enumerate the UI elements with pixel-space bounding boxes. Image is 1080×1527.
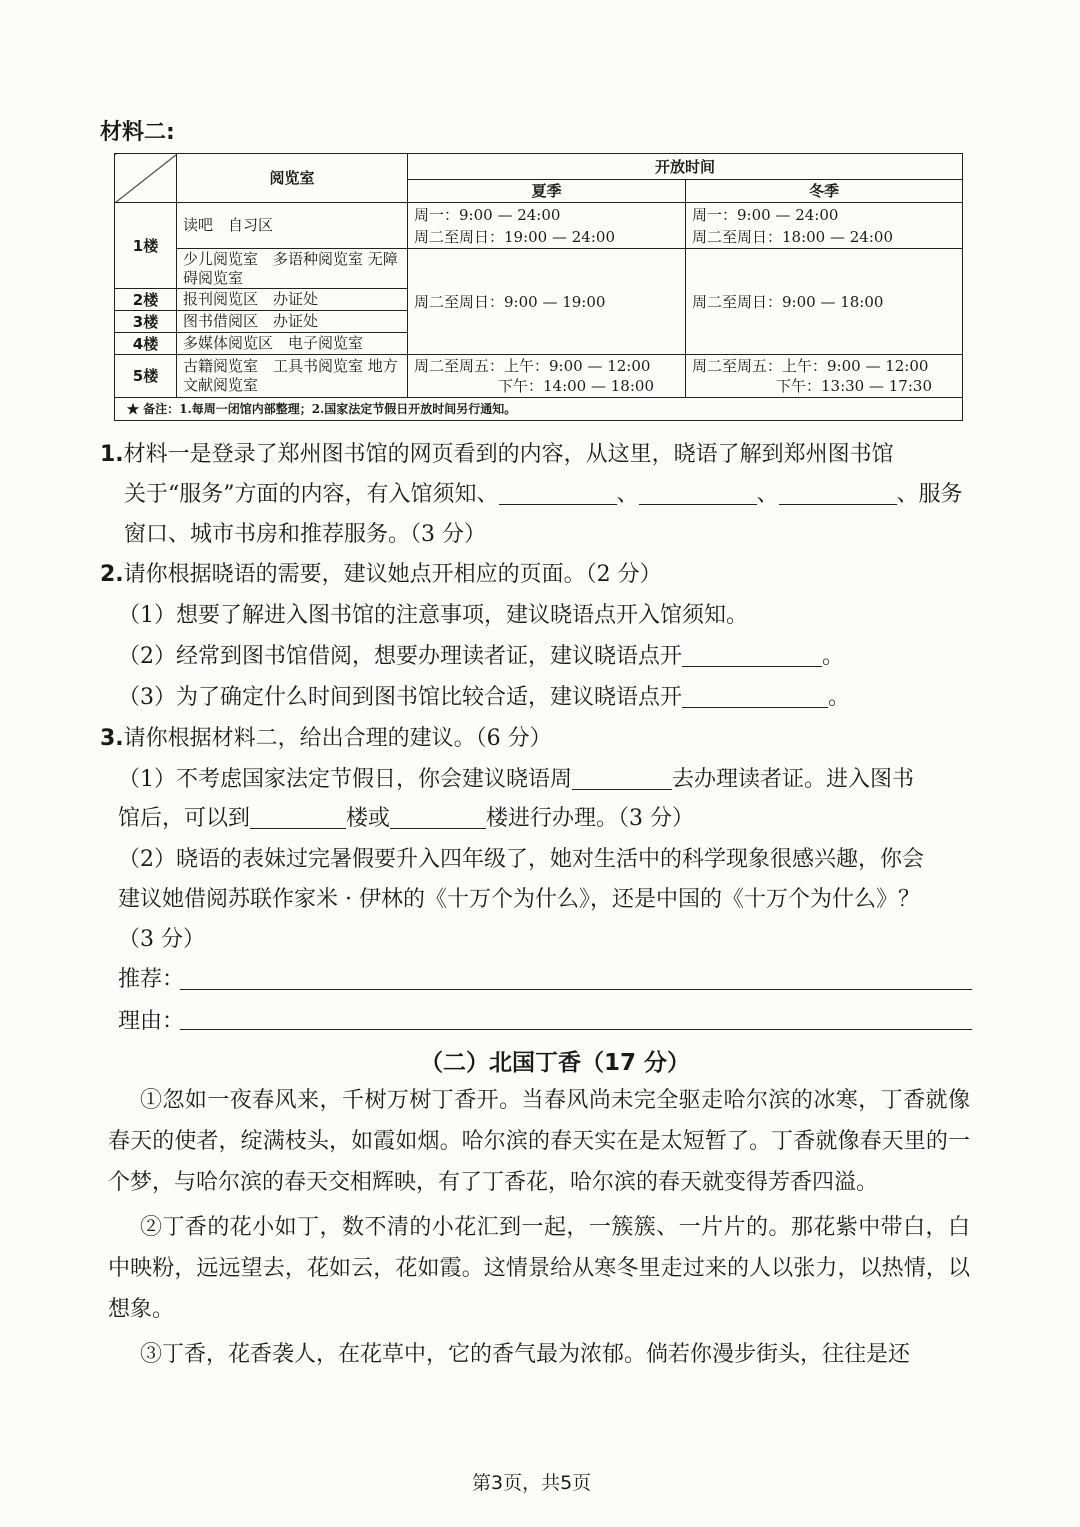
question-1-line-1 <box>100 437 894 468</box>
time-line: 周二至周日：18:00 — 24:00 <box>692 227 893 246</box>
question-text: 请你根据材料二，给出合理的建议。（6 分） <box>123 726 552 751</box>
reason-label: 理由： <box>118 1009 185 1034</box>
question-3-sub-2-line-2: 建议她借阅苏联作家米 · 伊林的《十万个为什么》，还是中国的《十万个为什么》？ <box>118 887 920 912</box>
recommend-label: 推荐： <box>118 967 185 992</box>
page-footer: 第3页，共5页 <box>472 1472 592 1494</box>
room-f1a: 读吧 自习区 <box>177 203 408 249</box>
question-text: 关于“服务”方面的内容，有入馆须知、 <box>124 482 499 507</box>
question-3-sub-1-line-1 <box>118 762 914 793</box>
answer-blank-6[interactable] <box>572 767 672 790</box>
question-text: 馆后，可以到 <box>118 806 251 831</box>
question-1-line-2 <box>124 477 963 508</box>
question-text: 材料一是登录了郑州图书馆的网页看到的内容，从这里，晓语了解到郑州图书馆 <box>123 442 894 467</box>
question-3-sub-2-line-1: （2）晓语的表妹过完暑假要升入四年级了，她对生活中的科学现象很感兴趣，你会 <box>118 847 924 872</box>
floor-4-label: 4楼 <box>115 333 177 355</box>
question-text: 去办理读者证。进入图书 <box>672 767 915 792</box>
time-line: 周一：9:00 — 24:00 <box>414 205 561 224</box>
question-text: （2）经常到图书馆借阅，想要办理读者证，建议晓语点开 <box>118 644 682 669</box>
time-mid-winter: 周二至周日：9:00 — 18:00 <box>686 249 963 355</box>
question-text: 、服务 <box>896 482 963 507</box>
question-2-line-1 <box>100 557 662 588</box>
table-note: ★ 备注：1.每周一闭馆内部整理；2.国家法定节假日开放时间另行通知。 <box>115 398 963 421</box>
question-text: （3）为了确定什么时间到图书馆比较合适，建议晓语点开 <box>118 685 682 710</box>
question-3-sub-1-line-2 <box>118 801 694 832</box>
question-number: 3. <box>100 726 124 751</box>
floor-3-label: 3楼 <box>115 311 177 333</box>
time-line: 周二至周五：上午：9:00 — 12:00 <box>692 357 929 375</box>
answer-blank-3[interactable] <box>779 482 897 505</box>
material-two-heading: 材料二: <box>100 120 175 145</box>
question-3-sub-2-line-3: （3 分） <box>118 927 205 952</box>
answer-blank-4[interactable] <box>682 644 822 667</box>
header-open-time: 开放时间 <box>408 154 963 180</box>
question-text: 楼进行办理。（3 分） <box>486 806 695 831</box>
section-title: （二）北国丁香（17 分） <box>420 1050 691 1076</box>
time-mid-summer: 周二至周日：9:00 — 19:00 <box>408 249 686 355</box>
paragraph-2: ②丁香的花小如丁，数不清的小花汇到一起，一簇簇、一片片的。那花紫中带白，白中映粉，远远望去，花如云，花如霞。这情景给从寒冬里走过来的人以张力，以热情，以想象。 <box>108 1215 970 1322</box>
floor-1-label: 1楼 <box>115 203 177 289</box>
answer-blank-5[interactable] <box>682 685 828 708</box>
room-f3: 图书借阅区 办证处 <box>177 311 408 333</box>
period: 。 <box>822 644 845 669</box>
question-text: （1）不考虑国家法定节假日，你会建议晓语周 <box>118 767 572 792</box>
room-f1b: 少儿阅览室 多语种阅览室 无障碍阅览室 <box>177 249 408 289</box>
question-1-line-3: 窗口、城市书房和推荐服务。（3 分） <box>124 522 486 547</box>
time-f5-winter <box>686 355 963 398</box>
room-f4: 多媒体阅览区 电子阅览室 <box>177 333 408 355</box>
time-line: 下午：13:30 — 17:30 <box>776 377 932 395</box>
time-f1a-winter <box>686 203 963 249</box>
question-text: 请你根据晓语的需要，建议她点开相应的页面。（2 分） <box>123 562 662 587</box>
room-f2: 报刊阅览区 办证处 <box>177 289 408 311</box>
answer-blank-1[interactable] <box>499 482 617 505</box>
question-3-line-1 <box>100 721 552 752</box>
time-line: 周二至周五：上午：9:00 — 12:00 <box>414 357 651 375</box>
header-winter: 冬季 <box>686 180 963 203</box>
separator: 、 <box>616 482 639 507</box>
time-line: 周二至周日：19:00 — 24:00 <box>414 227 615 246</box>
reason-answer-line[interactable] <box>180 1029 972 1030</box>
floor-5-label: 5楼 <box>115 355 177 398</box>
question-number: 2. <box>100 562 124 587</box>
answer-blank-7[interactable] <box>250 806 346 829</box>
passage <box>108 1080 970 1375</box>
time-line: 周一：9:00 — 24:00 <box>692 205 839 224</box>
header-summer: 夏季 <box>408 180 686 203</box>
question-2-sub-2 <box>118 639 844 670</box>
question-2-sub-1: （1）想要了解进入图书馆的注意事项，建议晓语点开入馆须知。 <box>118 603 748 628</box>
time-f1a-summer <box>408 203 686 249</box>
separator: 、 <box>756 482 779 507</box>
recommend-answer-line[interactable] <box>180 989 972 990</box>
time-line: 下午：14:00 — 18:00 <box>498 377 654 395</box>
answer-blank-2[interactable] <box>639 482 757 505</box>
opening-hours-table <box>114 153 963 421</box>
time-f5-summer <box>408 355 686 398</box>
diagonal-header-cell <box>115 154 177 203</box>
question-number: 1. <box>100 442 124 467</box>
paragraph-1: ①忽如一夜春风来，千树万树丁香开。当春风尚未完全驱走哈尔滨的冰寒，丁香就像春天的使者，绽满枝头，如霞如烟。哈尔滨的春天实在是太短暂了。丁香就像春天里的一个梦，与哈尔滨的春天交相辉映，有了丁香花，哈尔滨的春天就变得芳香四溢。 <box>108 1088 970 1195</box>
answer-blank-8[interactable] <box>390 806 486 829</box>
question-text: 楼或 <box>346 806 391 831</box>
period: 。 <box>828 685 851 710</box>
header-reading-room: 阅览室 <box>177 154 408 203</box>
floor-2-label: 2楼 <box>115 289 177 311</box>
room-f5: 古籍阅览室 工具书阅览室 地方文献阅览室 <box>177 355 408 398</box>
question-2-sub-3 <box>118 680 850 711</box>
paragraph-3: ③丁香，花香袭人，在花草中，它的香气最为浓郁。倘若你漫步街头，往往是还 <box>140 1342 911 1367</box>
